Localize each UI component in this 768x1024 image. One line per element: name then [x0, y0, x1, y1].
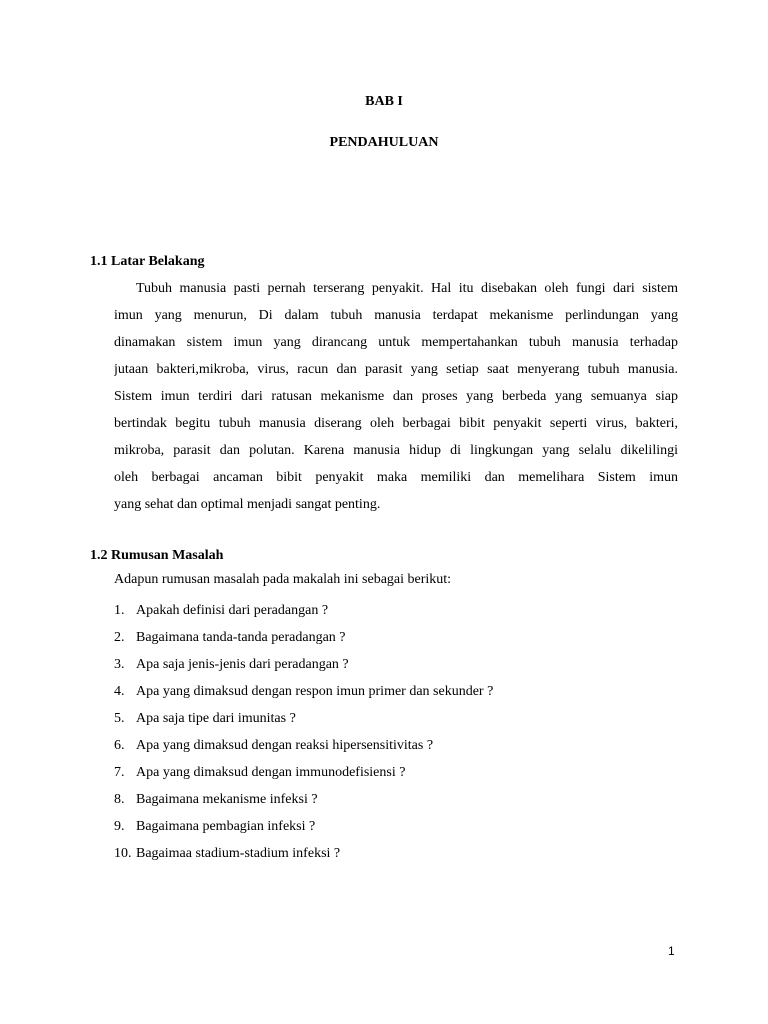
list-item-number: 10.: [114, 846, 132, 862]
list-item-text: Bagaimana pembagian infeksi ?: [136, 819, 316, 835]
paragraph-line: mikroba, parasit dan polutan. Karena manusia hidup di lingkungan yang selalu dikelilingi: [114, 443, 678, 459]
paragraph-line: yang sehat dan optimal menjadi sangat penting.: [114, 497, 381, 513]
paragraph-line: jutaan bakteri,mikroba, virus, racun dan parasit yang setiap saat menyerang tubuh manusia.: [114, 362, 678, 378]
list-item-number: 3.: [114, 657, 125, 673]
list-item-text: Bagaimana mekanisme infeksi ?: [136, 792, 318, 808]
problem-list: [114, 597, 493, 867]
list-item-number: 2.: [114, 630, 125, 646]
list-item: [114, 705, 493, 732]
paragraph-line: Sistem imun terdiri dari ratusan mekanisme dan proses yang berbeda yang semuanya siap: [114, 389, 678, 405]
section-heading-rumusan-masalah: 1.2 Rumusan Masalah: [90, 548, 224, 563]
list-item: [114, 813, 493, 840]
page-number: 1: [668, 944, 675, 958]
list-item-number: 7.: [114, 765, 125, 781]
list-item: [114, 624, 493, 651]
list-item-number: 8.: [114, 792, 125, 808]
list-item-number: 5.: [114, 711, 125, 727]
list-item-number: 9.: [114, 819, 125, 835]
list-item: [114, 840, 493, 867]
background-paragraph: [114, 275, 678, 518]
list-item-number: 1.: [114, 603, 125, 618]
list-item: [114, 597, 493, 624]
list-item-text: Apa yang dimaksud dengan immunodefisiensi ?: [136, 765, 406, 781]
list-item-text: Bagaimaa stadium-stadium infeksi ?: [136, 846, 341, 862]
paragraph-line: bertindak begitu tubuh manusia diserang oleh berbagai bibit penyakit seperti virus, bakteri,: [114, 416, 678, 432]
list-item-number: 4.: [114, 684, 125, 700]
list-item: [114, 732, 493, 759]
list-item-text: Bagaimana tanda-tanda peradangan ?: [136, 630, 346, 646]
chapter-number: BAB I: [365, 94, 403, 109]
list-item: [114, 651, 493, 678]
list-item: [114, 759, 493, 786]
list-item-text: Apa saja jenis-jenis dari peradangan ?: [136, 657, 349, 673]
list-item: [114, 786, 493, 813]
problem-statement-intro: Adapun rumusan masalah pada makalah ini sebagai berikut:: [114, 572, 452, 587]
paragraph-line: Tubuh manusia pasti pernah terserang penyakit. Hal itu disebakan oleh fungi dari sistem: [136, 281, 678, 296]
list-item-text: Apa saja tipe dari imunitas ?: [136, 711, 296, 727]
paragraph-line: imun yang menurun, Di dalam tubuh manusia terdapat mekanisme perlindungan yang: [114, 308, 678, 324]
paragraph-line: dinamakan sistem imun yang dirancang untuk mempertahankan tubuh manusia terhadap: [114, 335, 678, 351]
list-item-text: Apakah definisi dari peradangan ?: [136, 603, 329, 618]
paragraph-line: oleh berbagai ancaman bibit penyakit maka memiliki dan memelihara Sistem imun: [114, 470, 678, 486]
list-item-number: 6.: [114, 738, 125, 754]
chapter-title: PENDAHULUAN: [329, 135, 439, 150]
list-item-text: Apa yang dimaksud dengan reaksi hipersensitivitas ?: [136, 738, 434, 754]
section-heading-latar-belakang: 1.1 Latar Belakang: [90, 254, 205, 269]
list-item: [114, 678, 493, 705]
list-item-text: Apa yang dimaksud dengan respon imun primer dan sekunder ?: [136, 684, 494, 700]
